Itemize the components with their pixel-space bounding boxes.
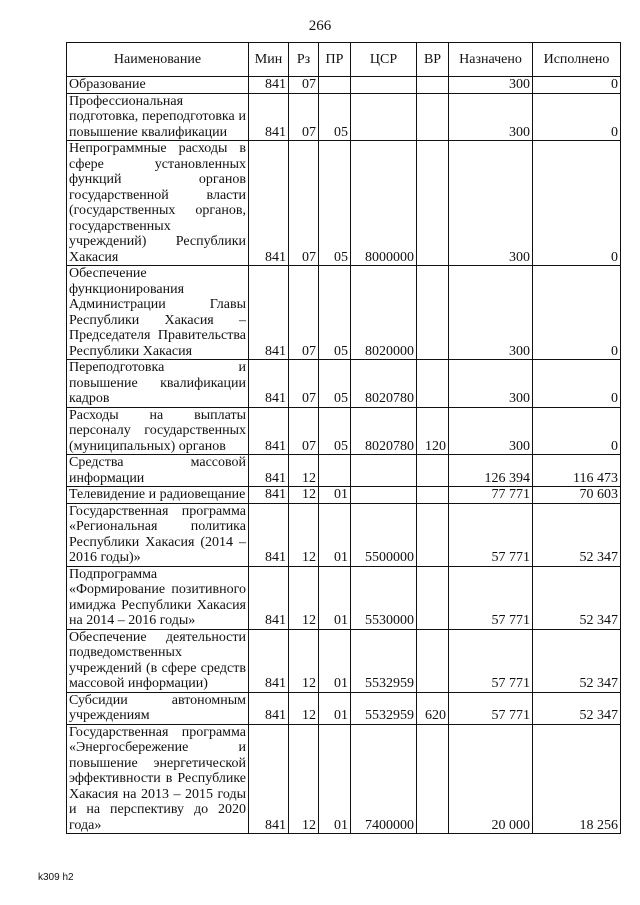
cell-vr [417, 503, 449, 566]
cell-csr: 7400000 [351, 724, 417, 834]
cell-min: 841 [249, 93, 289, 141]
cell-name: Телевидение и радиовещание [67, 487, 249, 504]
col-header-name: Наименование [67, 43, 249, 77]
cell-assigned: 300 [449, 93, 533, 141]
cell-rz: 12 [289, 503, 319, 566]
cell-name: Государственная программа «Региональная политика Республики Хакасия (2014 – 2016 годы)» [67, 503, 249, 566]
cell-rz: 07 [289, 141, 319, 266]
cell-executed: 70 603 [533, 487, 621, 504]
cell-csr [351, 455, 417, 487]
table-row [67, 360, 621, 408]
cell-pr: 05 [319, 141, 351, 266]
table-row [67, 266, 621, 360]
cell-name: Государственная программа «Энергосбережение и повышение энергетической эффективности в Республике Хакасия на 2013 – 2015 годы и на перспективу до 2020 года» [67, 724, 249, 834]
budget-table [66, 42, 621, 834]
table-header-row [67, 43, 621, 77]
cell-pr: 05 [319, 266, 351, 360]
cell-csr: 8020780 [351, 407, 417, 455]
cell-vr [417, 141, 449, 266]
col-header-pr: ПР [319, 43, 351, 77]
cell-executed: 52 347 [533, 503, 621, 566]
cell-pr: 01 [319, 566, 351, 629]
cell-executed: 0 [533, 266, 621, 360]
col-header-assigned: Назначено [449, 43, 533, 77]
cell-min: 841 [249, 141, 289, 266]
cell-name: Переподготовка и повышение квалификации кадров [67, 360, 249, 408]
cell-name: Обеспечение деятельности подведомственных учреждений (в сфере средств массовой информации) [67, 629, 249, 692]
cell-vr [417, 77, 449, 94]
cell-csr: 8020000 [351, 266, 417, 360]
footer-code: k309 h2 [38, 872, 74, 883]
cell-rz: 12 [289, 566, 319, 629]
cell-rz: 12 [289, 629, 319, 692]
table-row [67, 141, 621, 266]
table-row [67, 93, 621, 141]
cell-pr: 01 [319, 724, 351, 834]
table-body [67, 77, 621, 834]
cell-min: 841 [249, 566, 289, 629]
cell-rz: 07 [289, 266, 319, 360]
cell-pr: 01 [319, 503, 351, 566]
table-row [67, 407, 621, 455]
cell-vr: 120 [417, 407, 449, 455]
cell-name: Образование [67, 77, 249, 94]
cell-csr [351, 77, 417, 94]
cell-assigned: 20 000 [449, 724, 533, 834]
cell-executed: 0 [533, 77, 621, 94]
cell-executed: 52 347 [533, 629, 621, 692]
table-row [67, 692, 621, 724]
cell-vr [417, 360, 449, 408]
cell-min: 841 [249, 360, 289, 408]
cell-vr [417, 724, 449, 834]
table-row [67, 566, 621, 629]
cell-pr [319, 455, 351, 487]
col-header-csr: ЦСР [351, 43, 417, 77]
cell-executed: 0 [533, 141, 621, 266]
cell-rz: 07 [289, 360, 319, 408]
cell-min: 841 [249, 487, 289, 504]
table-row [67, 487, 621, 504]
cell-name: Субсидии автономным учреждениям [67, 692, 249, 724]
cell-name: Подпрограмма «Формирование позитивного имиджа Республики Хакасия на 2014 – 2016 годы» [67, 566, 249, 629]
cell-vr [417, 487, 449, 504]
cell-csr: 5500000 [351, 503, 417, 566]
col-header-executed: Исполнено [533, 43, 621, 77]
page-number: 266 [308, 18, 332, 34]
cell-assigned: 57 771 [449, 503, 533, 566]
cell-rz: 12 [289, 487, 319, 504]
cell-name: Профессиональная подготовка, переподготовка и повышение квалификации [67, 93, 249, 141]
cell-assigned: 300 [449, 407, 533, 455]
cell-rz: 07 [289, 407, 319, 455]
cell-pr: 05 [319, 360, 351, 408]
cell-min: 841 [249, 407, 289, 455]
cell-csr [351, 93, 417, 141]
cell-assigned: 77 771 [449, 487, 533, 504]
cell-vr [417, 566, 449, 629]
cell-executed: 52 347 [533, 692, 621, 724]
cell-csr [351, 487, 417, 504]
cell-assigned: 126 394 [449, 455, 533, 487]
cell-assigned: 57 771 [449, 692, 533, 724]
cell-pr [319, 77, 351, 94]
table-row [67, 724, 621, 834]
table-row [67, 77, 621, 94]
col-header-rz: Рз [289, 43, 319, 77]
cell-assigned: 57 771 [449, 629, 533, 692]
cell-executed: 52 347 [533, 566, 621, 629]
cell-min: 841 [249, 503, 289, 566]
cell-vr [417, 266, 449, 360]
cell-min: 841 [249, 692, 289, 724]
cell-name: Непрограммные расходы в сфере установленных функций органов государственной власти (государственных органов, государственных учреждений) Республики Хакасия [67, 141, 249, 266]
cell-rz: 12 [289, 724, 319, 834]
cell-csr: 5530000 [351, 566, 417, 629]
cell-executed: 0 [533, 407, 621, 455]
cell-vr [417, 93, 449, 141]
cell-executed: 116 473 [533, 455, 621, 487]
cell-name: Обеспечение функционирования Администрации Главы Республики Хакасия – Председателя Правительства Республики Хакасия [67, 266, 249, 360]
cell-assigned: 300 [449, 141, 533, 266]
cell-pr: 01 [319, 487, 351, 504]
cell-csr: 5532959 [351, 692, 417, 724]
cell-assigned: 300 [449, 266, 533, 360]
cell-vr: 620 [417, 692, 449, 724]
cell-vr [417, 455, 449, 487]
cell-assigned: 57 771 [449, 566, 533, 629]
cell-min: 841 [249, 629, 289, 692]
cell-pr: 05 [319, 407, 351, 455]
cell-assigned: 300 [449, 77, 533, 94]
cell-name: Расходы на выплаты персоналу государственных (муниципальных) органов [67, 407, 249, 455]
col-header-min: Мин [249, 43, 289, 77]
cell-executed: 18 256 [533, 724, 621, 834]
table-row [67, 629, 621, 692]
col-header-vr: ВР [417, 43, 449, 77]
cell-pr: 01 [319, 692, 351, 724]
cell-csr: 5532959 [351, 629, 417, 692]
cell-pr: 01 [319, 629, 351, 692]
cell-vr [417, 629, 449, 692]
cell-min: 841 [249, 266, 289, 360]
cell-csr: 8020780 [351, 360, 417, 408]
cell-min: 841 [249, 77, 289, 94]
cell-rz: 12 [289, 455, 319, 487]
cell-pr: 05 [319, 93, 351, 141]
cell-rz: 12 [289, 692, 319, 724]
table-row [67, 455, 621, 487]
cell-executed: 0 [533, 360, 621, 408]
cell-min: 841 [249, 724, 289, 834]
cell-min: 841 [249, 455, 289, 487]
cell-rz: 07 [289, 77, 319, 94]
cell-executed: 0 [533, 93, 621, 141]
cell-rz: 07 [289, 93, 319, 141]
cell-name: Средства массовой информации [67, 455, 249, 487]
cell-assigned: 300 [449, 360, 533, 408]
cell-csr: 8000000 [351, 141, 417, 266]
table-row [67, 503, 621, 566]
